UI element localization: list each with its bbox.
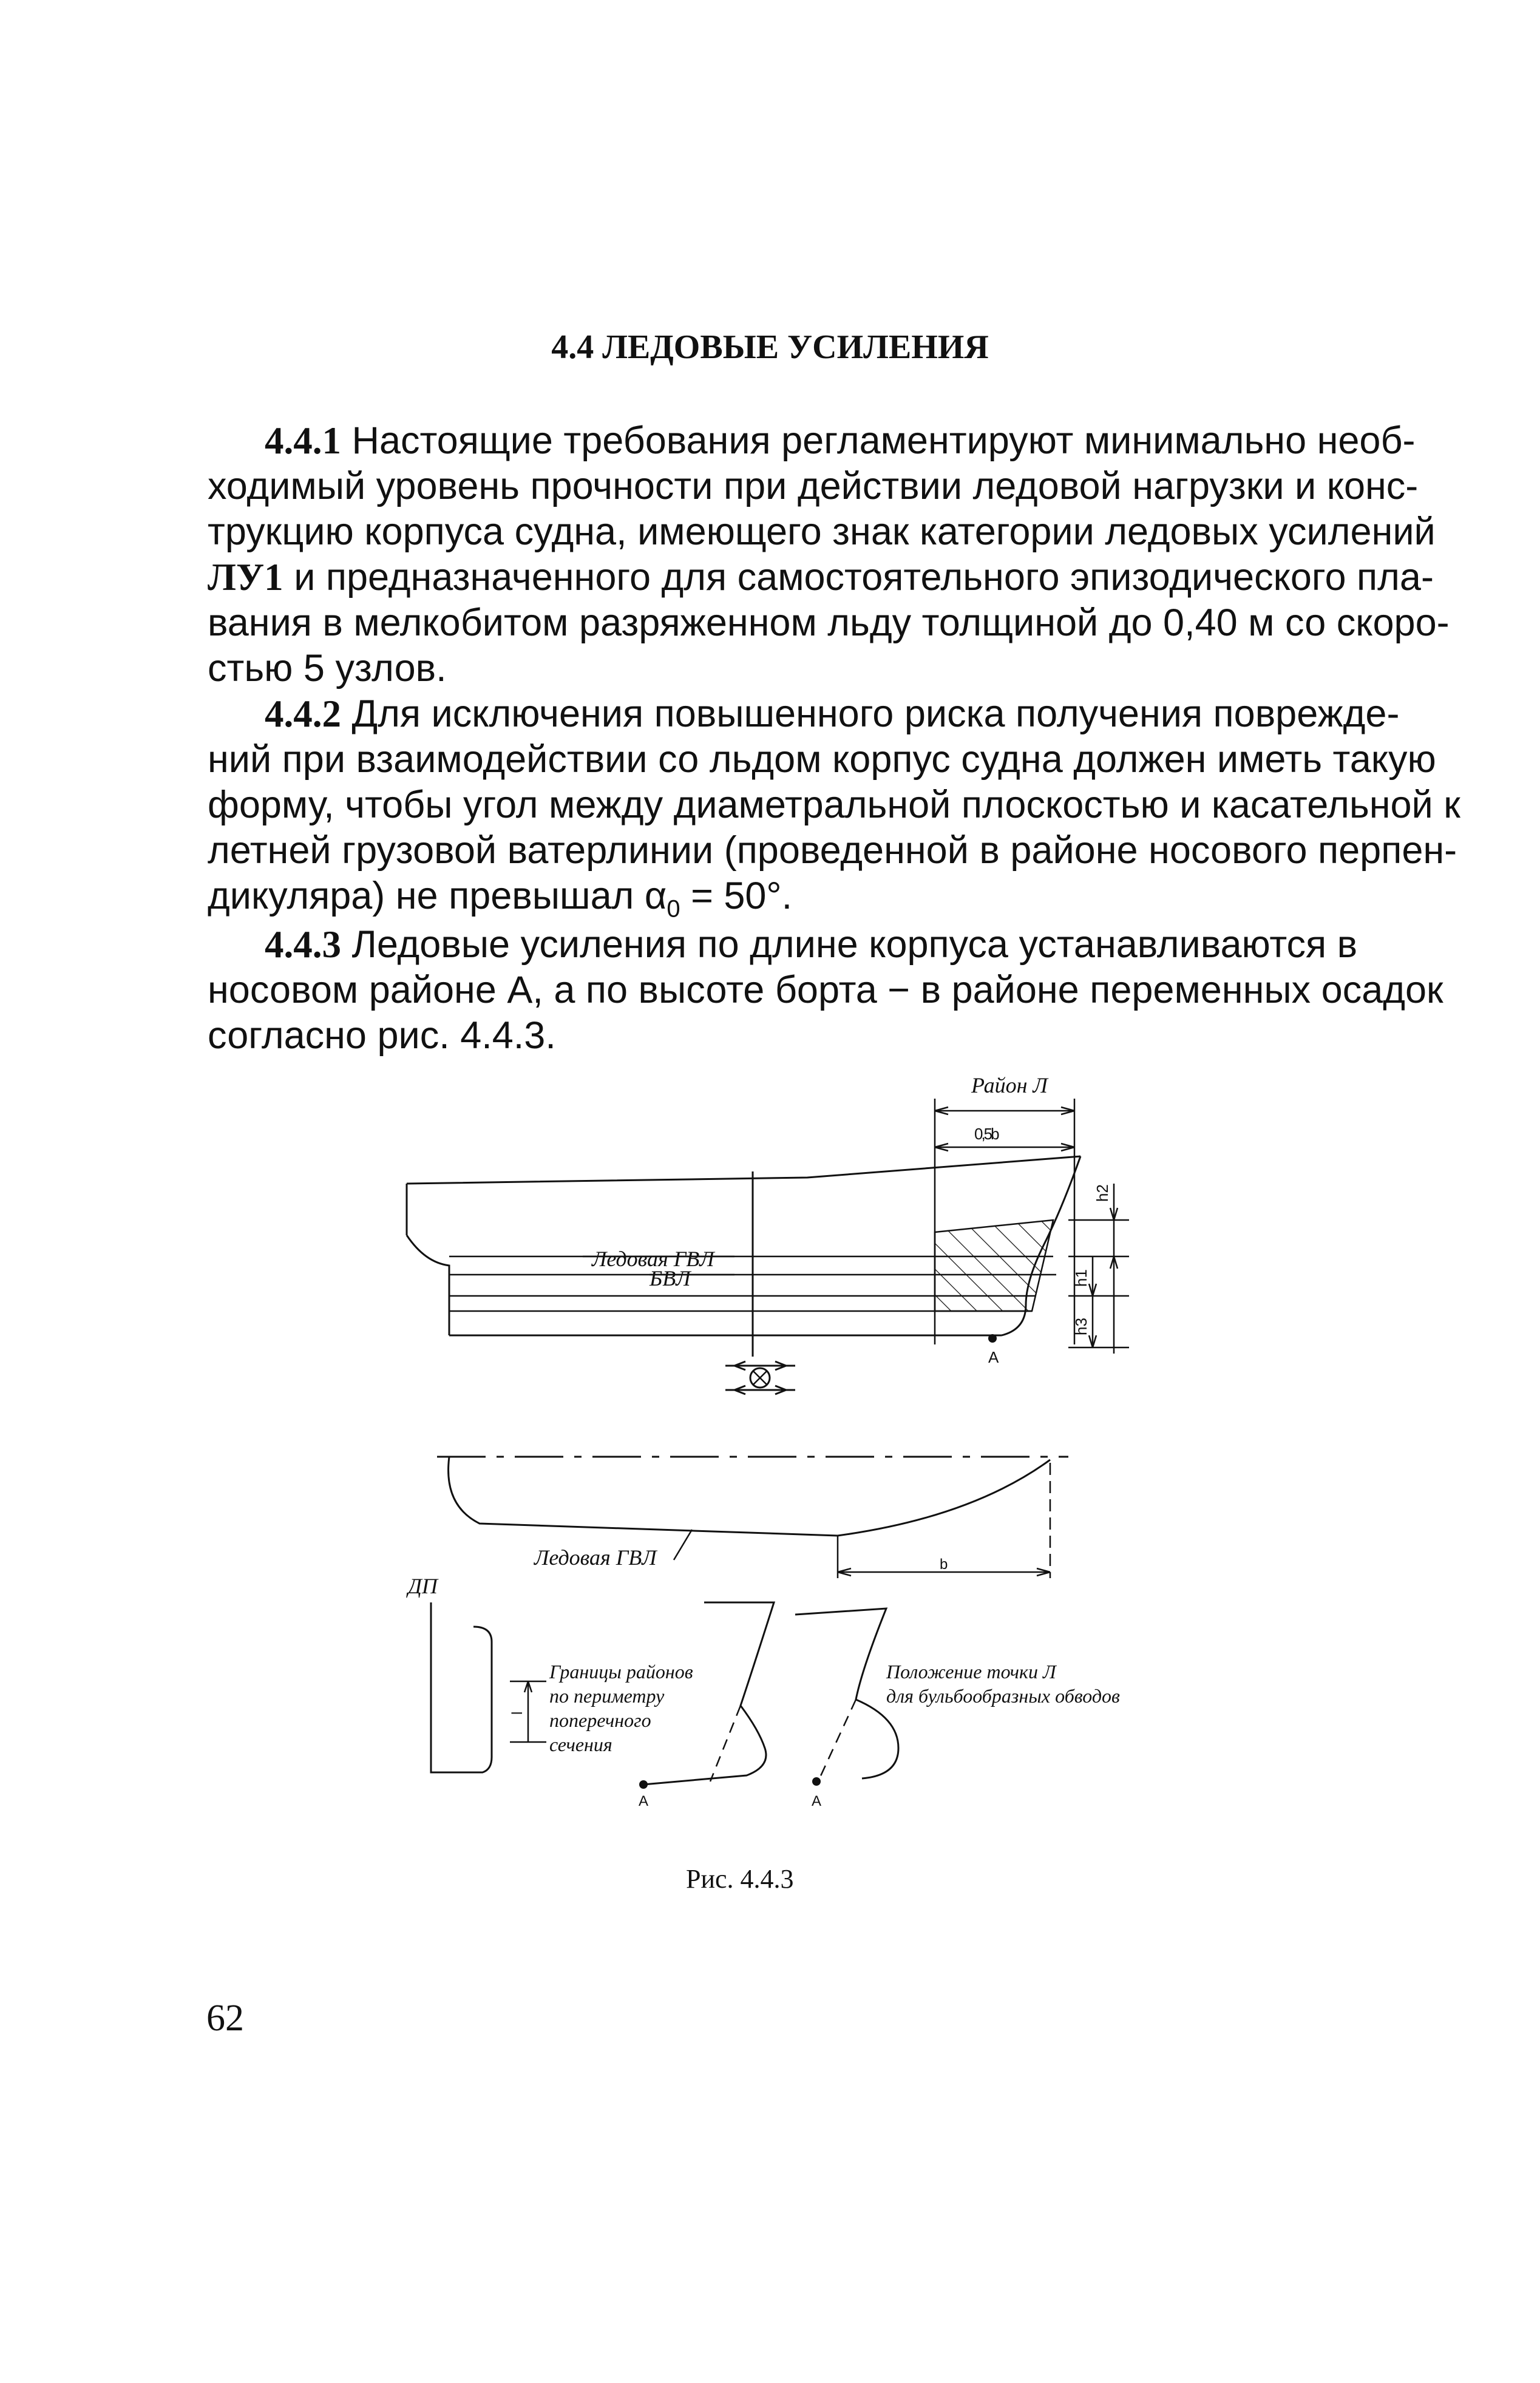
dp-label: ДП (408, 1574, 438, 1598)
paragraph-line: ний при взаимодействии со льдом корпус судна должен иметь такую (208, 738, 1436, 781)
paragraph-number: 4.4.3 (265, 923, 341, 966)
hull-plan (437, 1457, 1068, 1578)
cross-sections (431, 1602, 898, 1789)
point-a-label: А (639, 1793, 649, 1809)
point-a-label: А (988, 1348, 999, 1366)
ice-wl-label: Ледовая ГВЛ (592, 1247, 714, 1271)
figure-caption: Рис. 4.4.3 (686, 1864, 794, 1894)
region-label: Район Л (971, 1073, 1048, 1097)
paragraph-line: согласно рис. 4.4.3. (208, 1014, 556, 1057)
paragraph-line: летней грузовой ватерлинии (проведенной в районе носового перпен- (208, 829, 1457, 872)
h2-label: h2 (1093, 1184, 1111, 1202)
h3-label: h3 (1072, 1318, 1090, 1335)
l-label: l (509, 1711, 526, 1715)
dim-label: 0,5b (974, 1125, 998, 1143)
boundaries-label: поперечного (549, 1709, 651, 1731)
point-a-label: А (812, 1793, 822, 1809)
paragraph-line: носовом районе А, а по высоте борта − в районе переменных осадок (208, 969, 1443, 1011)
paragraph-line: вания в мелкобитом разряженном льду толщиной до 0,40 м со скоро- (208, 602, 1450, 644)
point-l-label: для бульбообразных обводов (886, 1685, 1120, 1707)
ice-wl-plan-label: Ледовая ГВЛ (534, 1545, 657, 1570)
paragraph-line: ходимый уровень прочности при действии ледовой нагрузки и конс- (208, 465, 1419, 507)
paragraph-line: стью 5 узлов. (208, 647, 447, 690)
paragraph-number: 4.4.1 (265, 419, 341, 462)
paragraph-line: ЛУ1 и предназначенного для самостоятельного эпизодического пла- (208, 556, 1434, 598)
b-label: b (940, 1556, 948, 1573)
section-heading: 4.4 ЛЕДОВЫЕ УСИЛЕНИЯ (551, 328, 989, 366)
paragraph-line: 4.4.3 Ледовые усиления по длине корпуса устанавливаются в (265, 923, 1358, 966)
paragraph-line: 4.4.2 Для исключения повышенного риска получения поврежде- (265, 693, 1400, 735)
page-number: 62 (206, 1998, 244, 2039)
paragraph-line: трукцию корпуса судна, имеющего знак категории ледовых усилений (208, 510, 1436, 553)
h1-label: h1 (1072, 1269, 1090, 1287)
point-l-label: Положение точки Л (886, 1661, 1056, 1683)
boundaries-label: сечения (549, 1734, 612, 1755)
boundaries-label: по периметру (549, 1685, 665, 1707)
hull-profile (407, 1099, 1129, 1394)
bwl-label: БВЛ (650, 1266, 691, 1290)
boundaries-label: Границы районов (549, 1661, 693, 1683)
paragraph-line: дикуляра) не превышал $\alpha_0 = 50^\circ$. (208, 875, 793, 923)
paragraph-number: 4.4.2 (265, 693, 341, 735)
paragraph-line: форму, чтобы угол между диаметральной плоскостью и касательной к (208, 784, 1460, 826)
paragraph-line: 4.4.1 Настоящие требования регламентируют минимально необ- (265, 419, 1416, 462)
ice-category-mark: ЛУ1 (208, 556, 283, 598)
